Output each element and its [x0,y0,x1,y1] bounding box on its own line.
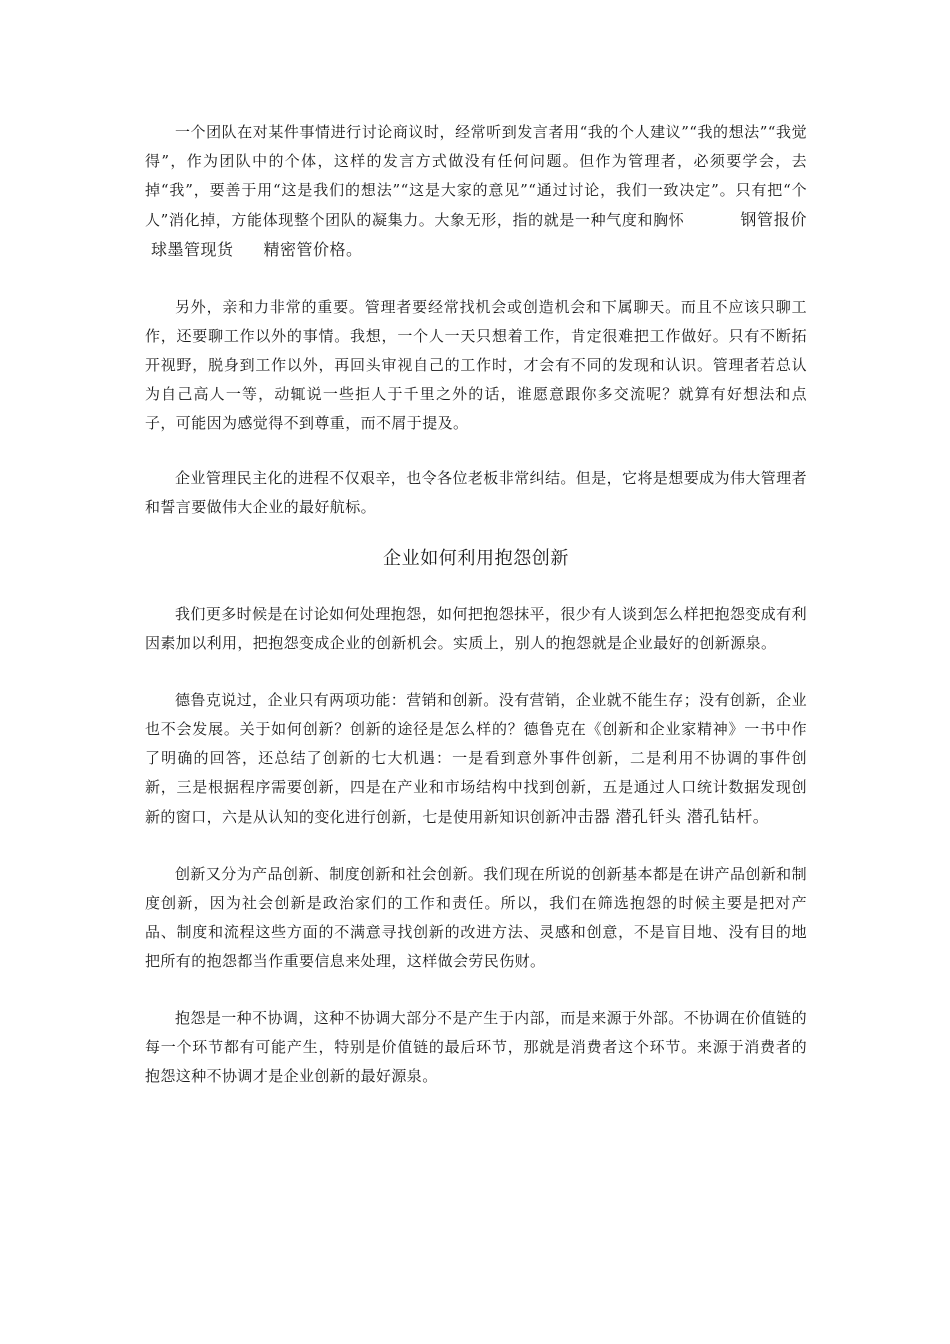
paragraph-end-mark: 。 [752,807,770,826]
paragraph-text: 一个团队在对某件事情进行讨论商议时，经常听到发言者用“我的个人建议”“我的想法”“我觉得”，作为团队中的个体，这样的发言方式做没有任何问题。但作为管理者，必须要学会，去掉“我”，要善于用“这是我们的想法”“这是大家的意见”“通过讨论，我们一致决定”。只有把“个人”消化掉，方能体现整个团队的凝集力。大象无形，指的就是一种气度和胸怀 [145,123,807,229]
paragraph-drucker [145,686,807,832]
document-body [145,118,807,1091]
keyword-steel-pipe-price: 钢管报价 [740,210,807,229]
paragraph-democratization: 企业管理民主化的进程不仅艰辛，也令各位老板非常纠结。但是，它将是想要成为伟大管理者和誓言要做伟大企业的最好航标。 [145,469,807,516]
keyword-precision-pipe-price: 精密管价格 [263,240,347,259]
paragraph-complaints-intro: 我们更多时候是在讨论如何处理抱怨，如何把抱怨抹平，很少有人谈到怎么样把抱怨变成有利因素加以利用，把抱怨变成企业的创新机会。实质上，别人的抱怨就是企业最好的创新源泉。 [145,605,807,652]
paragraph-end-mark: 。 [346,240,363,259]
keyword-dth-rod: 潜孔钻杆 [686,807,753,826]
keyword-dth-bit: 潜孔钎头 [615,807,682,826]
keyword-impactor: 冲击器 [560,807,611,826]
section-heading: 企业如何利用抱怨创新 [383,548,569,569]
paragraph-text: 德鲁克说过，企业只有两项功能：营销和创新。没有营销，企业就不能生存；没有创新，企业也不会发展。关于如何创新？创新的途径是怎么样的？德鲁克在《创新和企业家精神》一书中作了明确的回答，还总结了创新的七大机遇：一是看到意外事件创新，二是利用不协调的事件创新，三是根据程序需要创新，四是在产业和市场结构中找到创新，五是通过人口统计数据发现创新的窗口，六是从认知的变化进行创新，七是使用新知识创新 [145,691,807,826]
paragraph-complaint-source: 抱怨是一种不协调，这种不协调大部分不是产生于内部，而是来源于外部。不协调在价值链的每一个环节都有可能产生，特别是价值链的最后环节，那就是消费者这个环节。来源于消费者的抱怨这种不协调才是企业创新的最好源泉。 [145,1009,807,1085]
paragraph-affinity: 另外，亲和力非常的重要。管理者要经常找机会或创造机会和下属聊天。而且不应该只聊工作，还要聊工作以外的事情。我想，一个人一天只想着工作，肯定很难把工作做好。只有不断拓开视野，脱身到工作以外，再回头审视自己的工作时，才会有不同的发现和认识。管理者若总认为自己高人一等，动辄说一些拒人于千里之外的话，谁愿意跟你多交流呢？就算有好想法和点子，可能因为感觉得不到尊重，而不屑于提及。 [145,298,807,432]
paragraph-team-voice [145,118,807,265]
paragraph-innovation-types: 创新又分为产品创新、制度创新和社会创新。我们现在所说的创新基本都是在讲产品创新和制度创新，因为社会创新是政治家们的工作和责任。所以，我们在筛选抱怨的时候主要是把对产品、制度和流程这些方面的不满意寻找创新的改进方法、灵感和创意，不是盲目地、没有目的地把所有的抱怨都当作重要信息来处理，这样做会劳民伤财。 [145,865,807,970]
keyword-ductile-pipe-stock: 球墨管现货 [151,240,234,259]
